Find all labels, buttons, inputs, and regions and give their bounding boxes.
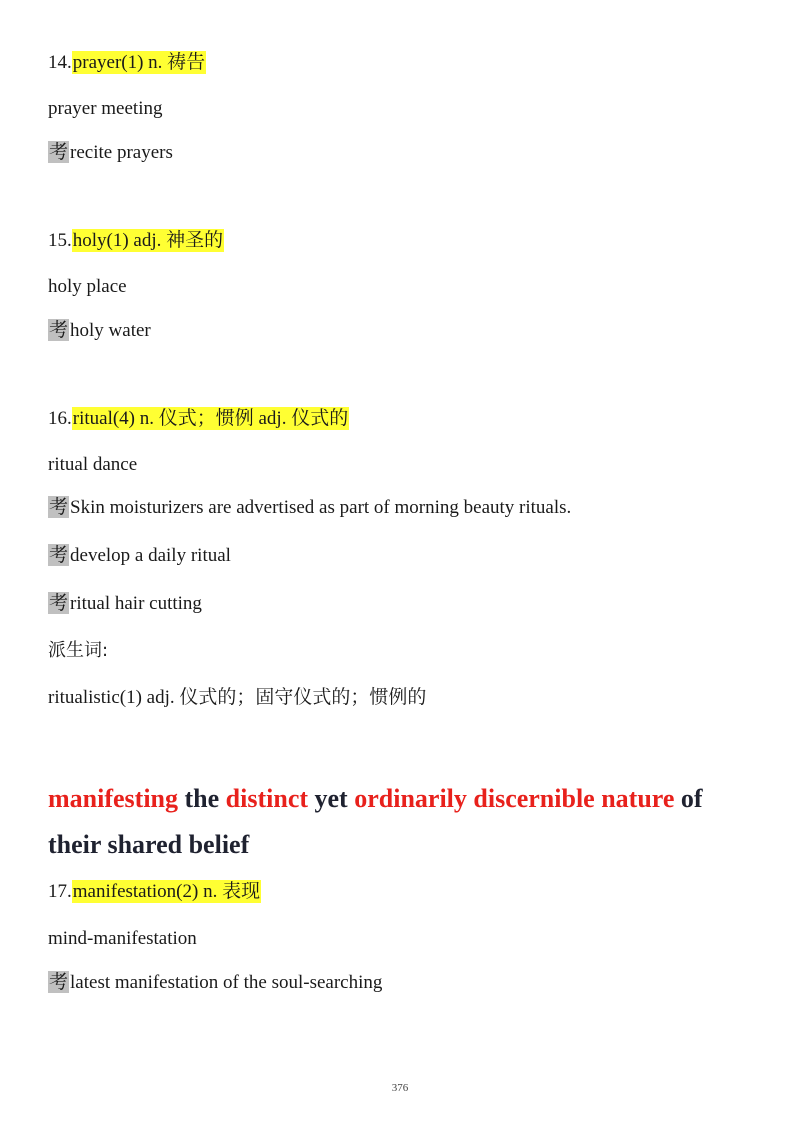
entry-number: 16. (48, 408, 72, 429)
entry-17-headword (48, 879, 261, 905)
entry-14-phrase: prayer meeting (48, 98, 163, 119)
exam-example-text: develop a daily ritual (70, 545, 231, 566)
exam-marker: 考 (49, 319, 69, 341)
entry-15-phrase: holy place (48, 276, 127, 297)
sentence-text: yet (308, 784, 355, 813)
derived-words-label: 派生词: (48, 640, 109, 661)
entry-16-exam-example (48, 590, 202, 617)
page-number: 376 (391, 1082, 409, 1094)
highlighted-headword: prayer(1) n. 祷告 (72, 52, 206, 73)
exam-example-text: latest manifestation of the soul-searching (70, 972, 383, 993)
entry-16-phrase: ritual dance (48, 454, 138, 475)
entry-14-headword (48, 50, 206, 76)
entry-number: 17. (48, 881, 72, 902)
highlighted-headword: ritual(4) n. 仪式；惯例 adj. 仪式的 (72, 408, 349, 429)
entry-17-phrase: mind-manifestation (48, 928, 197, 949)
exam-example-text: holy water (70, 320, 151, 341)
entry-16-exam-example (48, 494, 571, 521)
exam-example-text: ritual hair cutting (70, 593, 202, 614)
entry-16-headword (48, 406, 349, 432)
exam-marker: 考 (49, 544, 69, 566)
highlighted-headword: holy(1) adj. 神圣的 (72, 230, 224, 251)
entry-number: 14. (48, 52, 72, 73)
entry-16-exam-example (48, 542, 231, 569)
exam-marker: 考 (49, 971, 69, 993)
sentence-keyword: manifesting (48, 784, 178, 813)
exam-marker: 考 (49, 496, 69, 518)
sentence-line-2: their shared belief (48, 830, 250, 859)
entry-15-exam-example (48, 317, 151, 344)
sentence-line-1 (48, 782, 703, 816)
exam-example-text: Skin moisturizers are advertised as part of morning beauty rituals. (70, 497, 572, 518)
entry-14-exam-example (48, 139, 173, 166)
exam-example-text: recite prayers (70, 142, 173, 163)
entry-number: 15. (48, 230, 72, 251)
exam-marker: 考 (49, 592, 69, 614)
highlighted-headword: manifestation(2) n. 表现 (72, 881, 261, 902)
entry-17-exam-example (48, 969, 382, 996)
entry-15-headword (48, 228, 224, 254)
sentence-keyword: distinct (225, 784, 309, 813)
sentence-keyword: ordinarily discernible nature (354, 784, 675, 813)
exam-marker: 考 (49, 141, 69, 163)
sentence-text: the (178, 784, 226, 813)
sentence-text: of (674, 784, 703, 813)
derived-word: ritualistic(1) adj. 仪式的；固守仪式的；惯例的 (48, 687, 427, 708)
